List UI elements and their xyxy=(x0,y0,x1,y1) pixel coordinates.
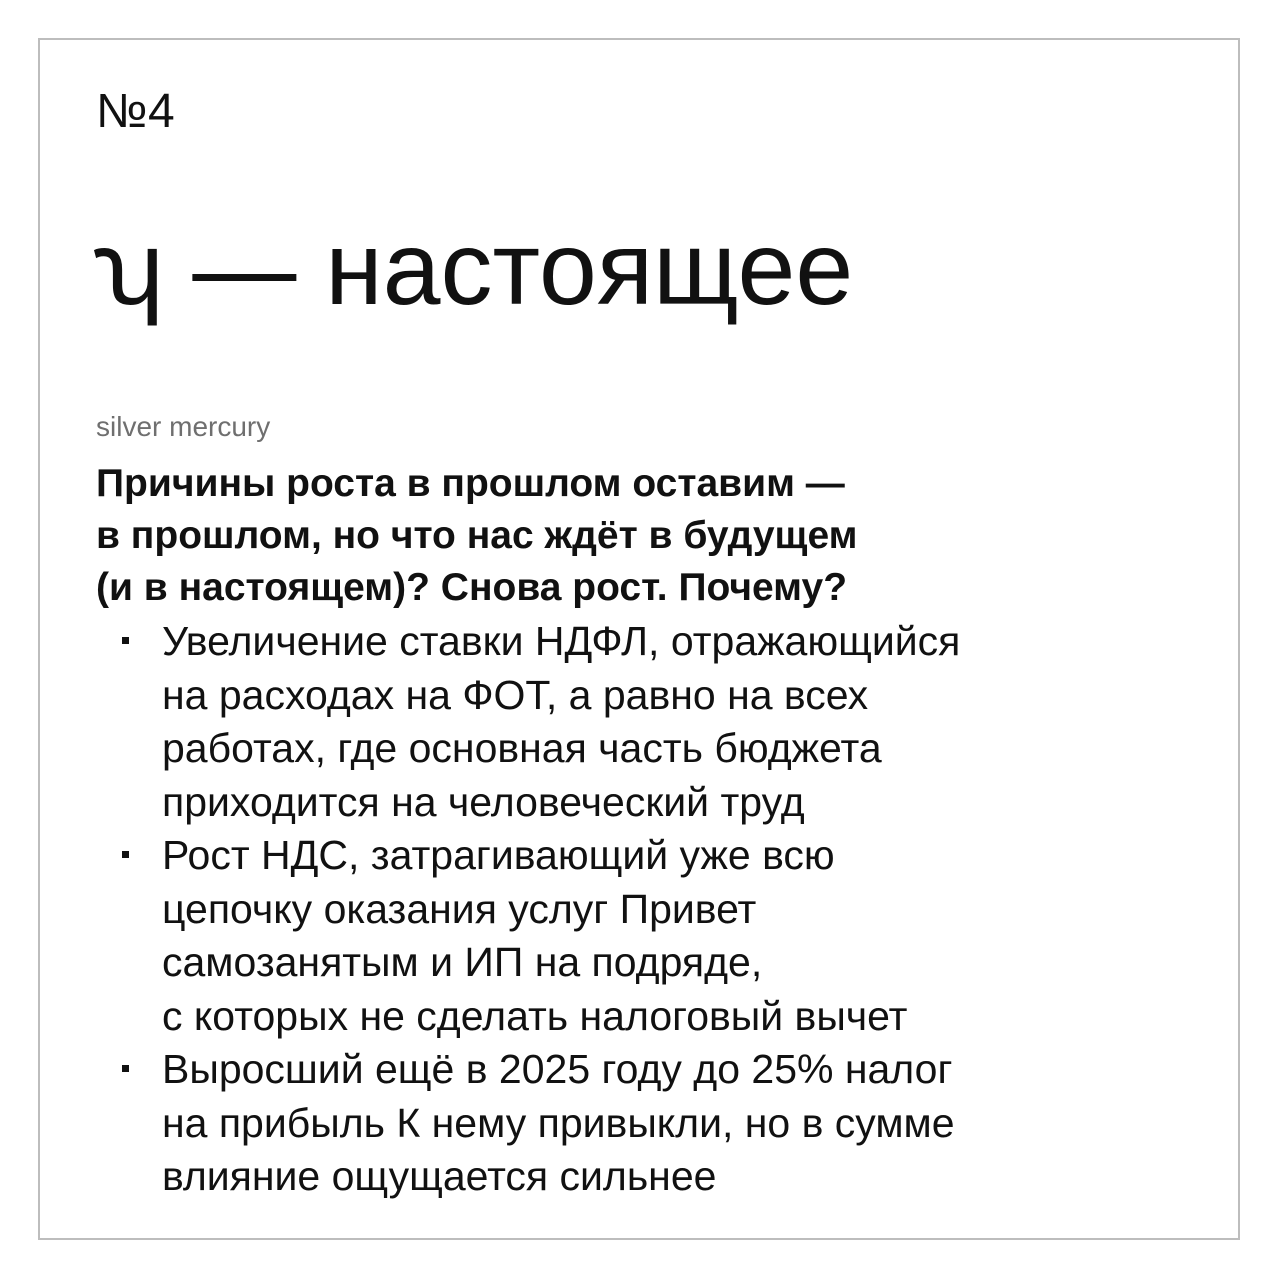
list-item-line: работах, где основная часть бюджета xyxy=(162,725,882,771)
lead-paragraph xyxy=(96,458,1196,614)
list-item-line: на расходах на ФОТ, а равно на всех xyxy=(162,671,869,718)
source-label: silver mercury xyxy=(96,411,271,442)
bullet-marker-icon xyxy=(122,637,129,644)
lead-line: в прошлом, но что нас ждёт в будущем xyxy=(96,514,858,557)
list-item xyxy=(96,1042,1216,1203)
page-title: ʮ — настоящее xyxy=(92,211,854,327)
issue-number: №4 xyxy=(96,85,176,138)
list-item-line: влияние ощущается сильнее xyxy=(162,1153,717,1199)
list-item xyxy=(96,614,1216,828)
list-item xyxy=(96,828,1216,1042)
bullet-marker-icon xyxy=(122,1065,129,1072)
list-item-line: приходится на человеческий труд xyxy=(162,778,805,825)
list-item-line: цепочку оказания услуг Привет xyxy=(162,885,757,932)
list-item-line: Увеличение ставки НДФЛ, отражающийся xyxy=(162,618,961,664)
reasons-list xyxy=(96,614,1216,1203)
lead-line: Причины роста в прошлом оставим — xyxy=(96,462,845,505)
list-item-line: с которых не сделать налоговый вычет xyxy=(162,992,908,1039)
list-item-line: на прибыль К нему привыкли, но в сумме xyxy=(162,1099,955,1146)
lead-line: (и в настоящем)? Снова рост. Почему? xyxy=(96,566,848,609)
list-item-line: Рост НДС, затрагивающий уже всю xyxy=(162,832,835,878)
list-item-line: самозанятым и ИП на подряде, xyxy=(162,939,763,985)
list-item-line: Выросший ещё в 2025 году до 25% налог xyxy=(162,1046,953,1092)
bullet-marker-icon xyxy=(122,851,129,858)
